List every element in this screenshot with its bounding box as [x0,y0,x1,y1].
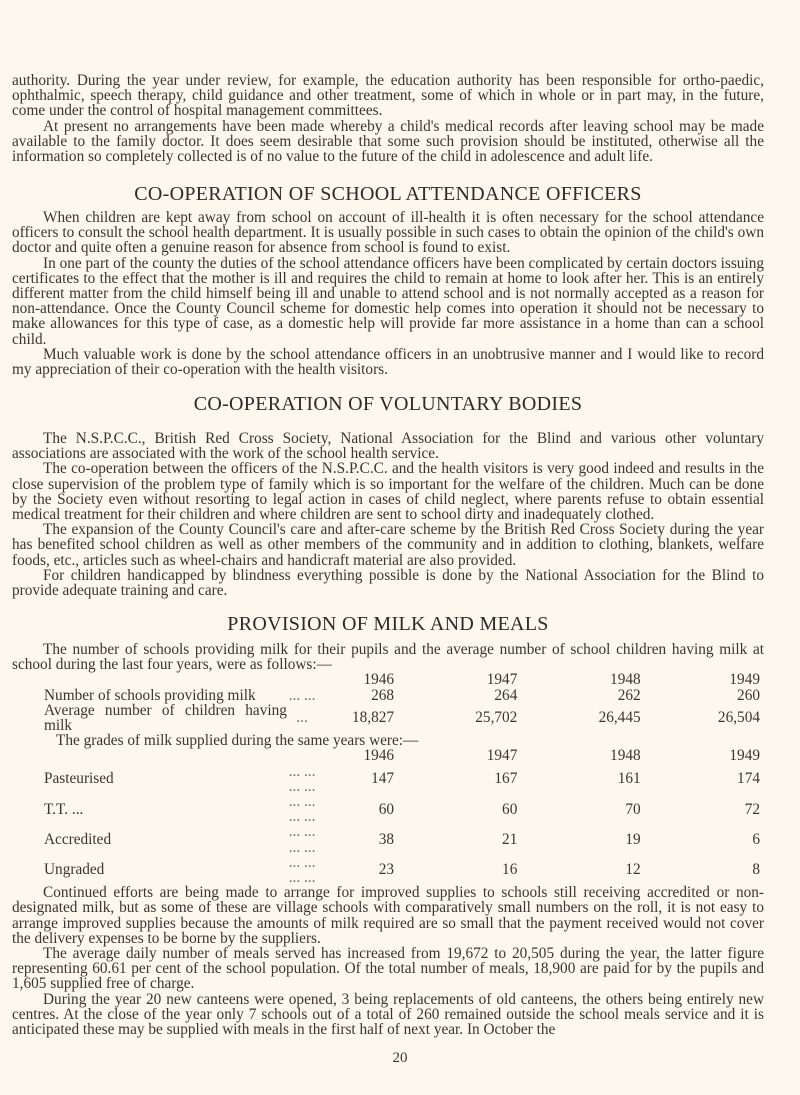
cell: 18,827 [351,709,395,727]
table-row [12,824,764,854]
cell: 19 [625,831,641,849]
paragraph: For children handicapped by blindness everything possible is done by the National Association for the Blind to provide adequate training and care. [12,566,764,600]
cell: 264 [494,686,518,704]
year-header: 1948 [610,747,641,765]
leader-dots: ... ... ... ... [288,762,316,795]
cell: 25,702 [475,709,518,727]
cell: 60 [502,800,518,818]
leader-dots: ... ... [288,686,316,704]
section-heading: CO-OPERATION OF SCHOOL ATTENDANCE OFFICERS [134,183,642,205]
section-heading: CO-OPERATION OF VOLUNTARY BODIES [193,393,583,415]
paragraph: During the year 20 new canteens were opened, 3 being replacements of old canteens, the others being entirely new centres. At the close of the year only 7 schools out of a total of 260 remained outside the school meals service and it is anticipated these may be supplied with meals in the first half of next year. In October the [12,990,764,1039]
cell: 72 [744,800,760,818]
section-heading: PROVISION OF MILK AND MEALS [227,613,549,635]
cell: 174 [737,770,760,788]
year-header: 1947 [486,671,518,689]
cell: 60 [378,800,395,818]
table-row [12,794,764,824]
cell: 8 [752,861,760,879]
leader-dots: ... ... ... ... [288,823,316,856]
cell: 23 [378,861,395,879]
milk-grades-table [12,748,764,885]
milk-section [12,612,764,1037]
cell: 147 [371,770,395,788]
paragraph: Much valuable work is done by the school attendance officers in an unobtrusive manner and I would like to record my appreciation of their co-operation with the health visitors. [12,345,764,379]
leader-dots: ... ... ... ... [288,793,316,826]
table-row [12,764,764,794]
milk-schools-table [12,672,764,733]
table-row [12,688,764,703]
year-header: 1949 [729,747,760,765]
attendance-section [12,182,764,377]
cell: 262 [617,686,641,704]
paragraph: The co-operation between the officers of the N.S.P.C.C. and the health visitors is very good indeed and results in the close supervision of the problem type of family which is so important for the welfare of the children. Much can be done by the Society even without resorting to legal action in cases of child neglect, where parents refuse to obtain essential medical treatment for their children and where children are sent to school dirty and inadequately clothed. [12,460,764,524]
cell: 12 [625,861,641,879]
row-label: Average number of children having milk [44,701,287,735]
cell: 268 [371,686,395,704]
paragraph: The N.S.P.C.C., British Red Cross Society, National Association for the Blind and various other voluntary associations are associated with the work of the school health service. [12,430,764,463]
year-header: 1948 [610,671,641,689]
row-label: T.T. ... [44,800,84,818]
year-header: 1949 [729,671,760,689]
paragraph: When children are kept away from school on account of ill-health it is often necessary for the school attendance officers to consult the school health department. It is usually possible in such cases to obtain the opinion of the child's own doctor and quite often a genuine reason for absence from school is found to exist. [12,209,764,257]
cell: 38 [378,831,395,849]
paragraph: The grades of milk supplied during the same years were:— [56,732,419,750]
cell: 6 [752,831,760,849]
cell: 26,504 [717,709,760,727]
row-label: Number of schools providing milk [44,686,256,704]
table-row [12,855,764,885]
cell: 21 [502,831,518,849]
voluntary-section [12,392,764,598]
row-label: Pasteurised [44,770,114,788]
leader-dots: ... ... ... ... [288,853,316,887]
cell: 26,445 [598,709,641,727]
year-header: 1946 [363,671,395,689]
page-number: 20 [392,1050,408,1066]
cell: 167 [494,770,518,788]
paragraph: The average daily number of meals served has increased from 19,672 to 20,505 during the year, the latter figure representing 60.61 per cent of the school population. Of the total number of meals, 18,900 are paid for by the pupils and 1,605 supplied free of charge. [12,945,764,993]
paragraph: Continued efforts are being made to arrange for improved supplies to schools still receiving accredited or non-designated milk, but as some of these are village schools with comparatively small numbers on the roll, it is not easy to arrange improved supplies because the amounts of milk required are so small that the payment received would not cover the delivery expenses to be borne by the suppliers. [12,884,764,947]
paragraph: The number of schools providing milk for their pupils and the average number of school children having milk at school during the last four years, were as follows:— [12,641,764,674]
paragraph: At present no arrangements have been made whereby a child's medical records after leaving school may be made available to the family doctor. It does seem desirable that some such provision should be instituted, otherwise all the information so completely collected is of no value to the future of the child in adolescence and adult life. [12,117,764,166]
intro-section [12,73,764,164]
paragraph: authority. During the year under review, for example, the education authority has been responsible for ortho-paedic, ophthalmic, speech therapy, child guidance and other treatment, some of which in whole or in part may, in the future, come under the control of hospital management committees. [12,72,764,120]
leader-dots: ... [296,709,308,727]
table-header-row [12,672,764,687]
cell: 161 [617,770,641,788]
paragraph: The expansion of the County Council's care and after-care scheme by the British Red Cross Society during the year has benefited school children as well as other members of the community and in addition to clothing, blankets, welfare foods, etc., articles such as wheel-chairs and handicraft material are also provided. [12,521,764,569]
cell: 16 [502,861,518,879]
year-header: 1947 [486,747,518,765]
cell: 70 [625,800,641,818]
row-label: Ungraded [44,861,105,879]
row-label: Accredited [44,831,112,849]
cell: 260 [737,686,760,704]
table-row [12,703,764,733]
year-header: 1946 [363,747,395,765]
table-header-row [12,748,764,763]
paragraph: In one part of the county the duties of the school attendance officers have been complicated by certain doctors issuing certificates to the effect that the mother is ill and requires the child to remain at home to look after her. This is an entirely different matter from the child himself being ill and unable to attend school and is not normally accepted as a reason for non-attendance. Once the County Council scheme for domestic help comes into operation it should not be necessary to make allowances for this type of case, as a domestic help will provide far more assistance in a home than can a school child. [12,254,764,348]
